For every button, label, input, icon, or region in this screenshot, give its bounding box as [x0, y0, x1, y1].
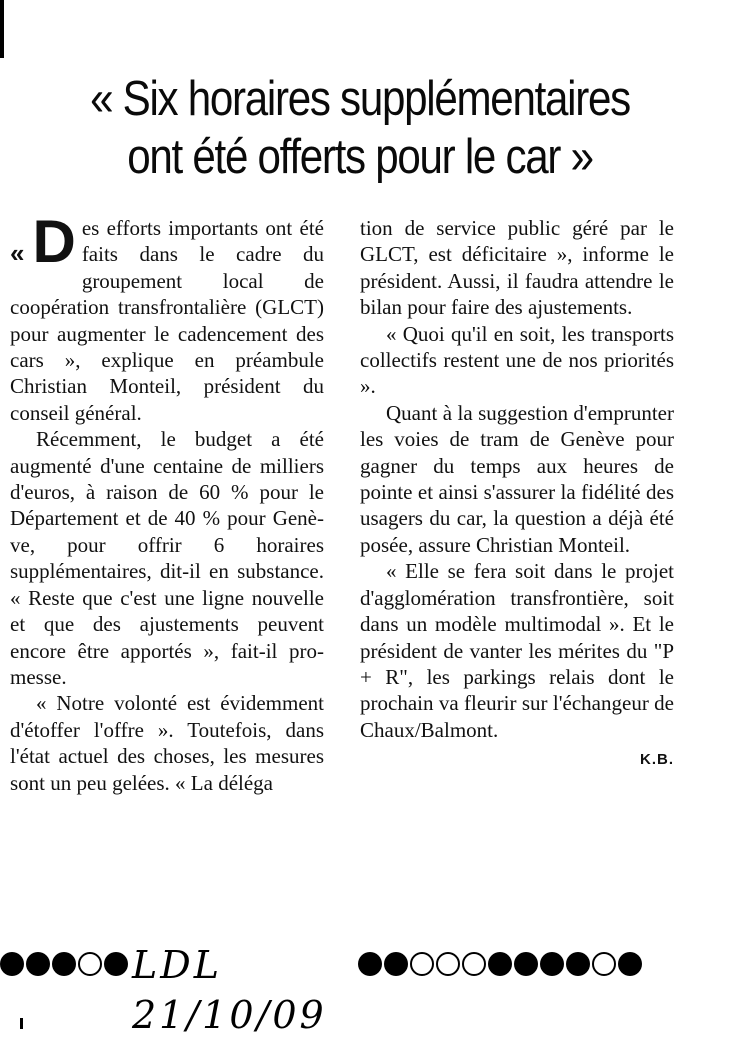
handwritten-date-stamp: LDL 21/10/09	[132, 943, 327, 1037]
article-body	[10, 208, 674, 915]
border-dot	[514, 952, 538, 976]
headline	[59, 70, 661, 186]
border-dot	[384, 952, 408, 976]
paragraph-intro	[10, 208, 324, 426]
paragraph-budget: Récemment, le budget a été augmenté d'une centaine de milliers d'euros, à raison de 60 % pour le Département et de 40 % pour Genève, pour offrir 6 horaires supplémentaires, dit-il en substance. « Reste que c'est une ligne nouvelle et que des ajustements peuvent encore être apportés », fait-il promesse.	[10, 427, 324, 689]
border-dot	[618, 952, 642, 976]
border-dot	[78, 952, 102, 976]
scan-bottom-mark	[20, 1018, 23, 1029]
headline-line-2: ont été offerts pour le car »	[127, 130, 593, 184]
paragraph-tram: Quant à la suggestion d'emprunter les voies de tram de Genève pour gagner du temps aux heures de pointe et ainsi s'assurer la fidélité des usagers du car, la question a déjà été posée, assure Christian Monteil.	[360, 400, 674, 557]
opening-quote: «	[10, 238, 25, 268]
border-dot	[462, 952, 486, 976]
author-signature: K.B.	[640, 751, 674, 769]
border-dot	[26, 952, 50, 976]
border-dot	[566, 952, 590, 976]
border-dot	[592, 952, 616, 976]
border-dot	[410, 952, 434, 976]
right-dot-border	[358, 952, 642, 976]
headline-line-1: « Six horaires supplémentaires	[90, 72, 630, 126]
border-dot	[436, 952, 460, 976]
scan-edge-mark	[0, 0, 4, 58]
dropcap-letter: D	[32, 208, 76, 275]
border-dot	[0, 952, 24, 976]
border-dot	[358, 952, 382, 976]
border-dot	[488, 952, 512, 976]
border-dot	[104, 952, 128, 976]
paragraph-volonte: « Notre volonté est évidemment d'étoffer l'offre ». Toutefois, dans l'état actuel des choses, les mesures sont un peu gelées. « La déléga	[10, 691, 324, 795]
left-dot-border	[0, 952, 128, 976]
border-dot	[52, 952, 76, 976]
paragraph-intro-text: es efforts importants ont été faits dans le cadre du groupement local de coopération transfrontalière (GLCT) pour augmenter le cadencement des cars », explique en préambule Christian Monteil, président du conseil général.	[10, 216, 324, 425]
left-column	[10, 208, 324, 915]
footer-strip	[0, 940, 730, 1037]
paragraph-agglomeration: « Elle se fera soit dans le projet d'agglomération transfrontière, soit dans un modèle multimodal ». Et le président de vanter les mérites du "P + R", les parkings relais dont le prochain va fleurir sur l'échangeur de Chaux/Balmont.	[360, 559, 674, 742]
dropcap-wrap	[10, 208, 76, 278]
paragraph-priorites: « Quoi qu'il en soit, les transports collectifs restent une de nos priorités ».	[360, 321, 674, 399]
border-dot	[540, 952, 564, 976]
paragraph-delegation-cont: tion de service public géré par le GLCT, est déficitaire », informe le président. Aussi, il faudra attendre le bilan pour faire des ajustements.	[360, 216, 674, 320]
right-column	[360, 215, 674, 915]
